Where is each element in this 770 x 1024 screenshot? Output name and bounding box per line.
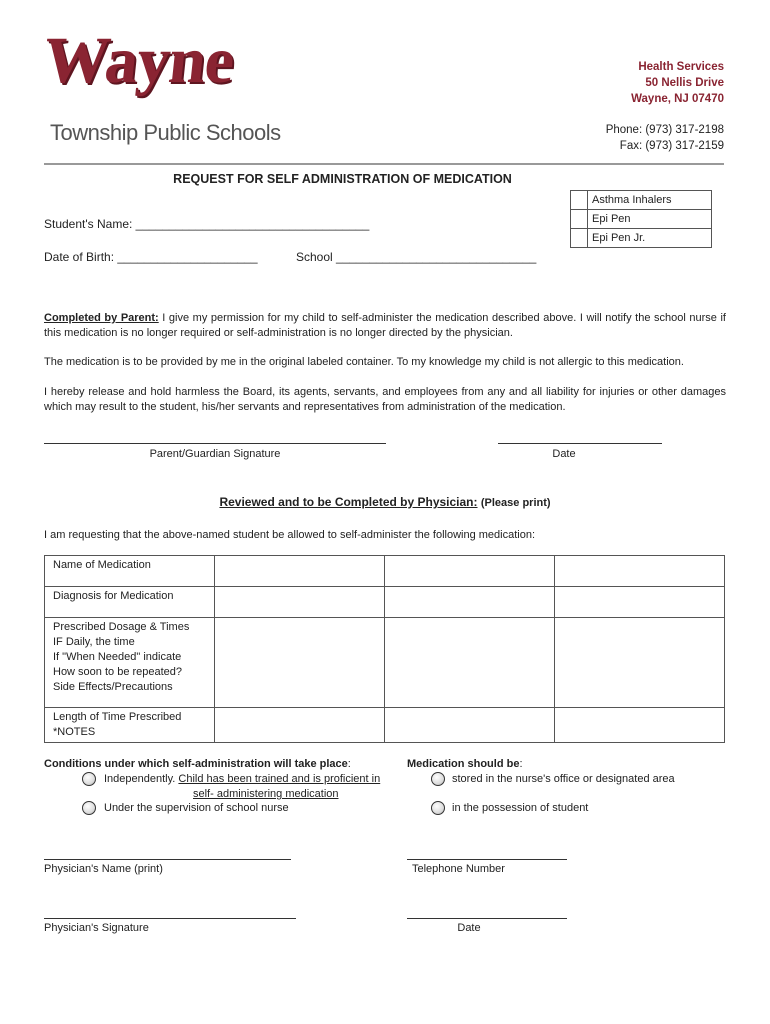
checklist-label: Epi Pen Jr. <box>588 229 712 248</box>
row-label-dosage: Prescribed Dosage & Times IF Daily, the time If "When Needed" indicate How soon to be repeated? Side Effects/Precautions <box>45 618 215 708</box>
conditions-heading-text: Conditions under which self-administration will take place <box>44 758 348 770</box>
parent-signature-line[interactable] <box>44 443 386 444</box>
container-statement: The medication is to be provided by me in the original labeled container. To my knowledge my child is not allergic to this medication. <box>44 356 684 368</box>
checklist-row <box>571 191 712 210</box>
conditions-heading <box>44 757 351 772</box>
table-cell[interactable] <box>215 556 385 587</box>
independently-label: Independently. <box>104 773 179 785</box>
table-row <box>45 556 725 587</box>
parent-date-line[interactable] <box>498 443 662 444</box>
health-services-address <box>631 59 724 107</box>
table-cell[interactable] <box>215 587 385 618</box>
table-row <box>45 708 725 743</box>
logo-subtitle: Township Public Schools <box>50 120 281 145</box>
student-possession-label: in the possession of student <box>452 802 589 814</box>
parent-consent-text: I give my permission for my child to self-administer the medication described above. I will notify the school nurse if this medication is no longer required or self-administration is no longer directed by the physician. <box>44 312 726 339</box>
nurse-office-label: stored in the nurse's office or designated area <box>452 773 675 785</box>
asthma-inhalers-checkbox[interactable] <box>571 191 588 210</box>
telephone-line[interactable] <box>407 859 567 860</box>
table-cell[interactable] <box>555 556 725 587</box>
table-cell[interactable] <box>555 708 725 743</box>
school-field[interactable]: School ______________________________ <box>296 250 537 264</box>
student-name-field[interactable]: Student's Name: ___________________________________ <box>44 217 370 231</box>
supervision-label: Under the supervision of school nurse <box>104 802 289 814</box>
storage-colon: : <box>519 758 523 770</box>
telephone-label: Telephone Number <box>412 863 505 875</box>
self-administering-label: self- administering medication <box>193 788 339 800</box>
table-cell[interactable] <box>555 618 725 708</box>
nurse-office-radio[interactable] <box>431 772 445 786</box>
table-cell[interactable] <box>215 618 385 708</box>
trained-label: Child has been trained and is proficient in <box>178 773 381 785</box>
storage-heading <box>407 757 523 772</box>
form-title: REQUEST FOR SELF ADMINISTRATION OF MEDICATION <box>173 172 512 186</box>
physician-name-label: Physician's Name (print) <box>44 863 163 875</box>
table-cell[interactable] <box>555 587 725 618</box>
conditions-colon: : <box>347 758 351 770</box>
table-row <box>45 587 725 618</box>
table-cell[interactable] <box>215 708 385 743</box>
physician-signature-line[interactable] <box>44 918 296 919</box>
row-label-medication-name: Name of Medication <box>45 556 215 587</box>
epi-pen-checkbox[interactable] <box>571 210 588 229</box>
dept-name: Health Services <box>638 61 724 73</box>
medication-type-checklist <box>570 190 712 248</box>
release-statement: I hereby release and hold harmless the Board, its agents, servants, and employees from any and all liability for injuries or other damages which may result to the student, his/her servants and representatives from administration of the medication. <box>44 386 726 413</box>
independently-option <box>104 772 380 787</box>
row-label-length-notes: Length of Time Prescribed *NOTES <box>45 708 215 743</box>
physician-name-line[interactable] <box>44 859 291 860</box>
table-cell[interactable] <box>385 587 555 618</box>
storage-heading-text: Medication should be <box>407 758 520 770</box>
fax-number: Fax: (973) 317-2159 <box>619 140 724 152</box>
wayne-logo: Wayne <box>40 24 238 97</box>
dob-field[interactable]: Date of Birth: _____________________ <box>44 250 258 264</box>
address-line-1: 50 Nellis Drive <box>645 77 724 89</box>
address-line-2: Wayne, NJ 07470 <box>631 93 724 105</box>
physician-request: I am requesting that the above-named student be allowed to self-administer the following medication: <box>44 529 536 541</box>
table-cell[interactable] <box>385 618 555 708</box>
row-label-diagnosis: Diagnosis for Medication <box>45 587 215 618</box>
parent-section-lead: Completed by Parent: <box>44 312 159 324</box>
student-possession-radio[interactable] <box>431 801 445 815</box>
supervision-radio[interactable] <box>82 801 96 815</box>
checklist-label: Epi Pen <box>588 210 712 229</box>
epi-pen-jr-checkbox[interactable] <box>571 229 588 248</box>
physician-date-line[interactable] <box>407 918 567 919</box>
checklist-label: Asthma Inhalers <box>588 191 712 210</box>
phone-number: Phone: (973) 317-2198 <box>605 124 724 136</box>
checklist-row <box>571 229 712 248</box>
physician-signature-label: Physician's Signature <box>44 922 149 934</box>
parent-consent-paragraph <box>44 311 726 341</box>
independently-radio[interactable] <box>82 772 96 786</box>
physician-heading <box>0 495 770 509</box>
physician-date-label: Date <box>457 922 481 934</box>
checklist-row <box>571 210 712 229</box>
contact-numbers <box>606 122 724 154</box>
physician-heading-note: (Please print) <box>480 497 551 509</box>
medication-table <box>44 555 725 743</box>
physician-heading-text: Reviewed and to be Completed by Physician: <box>219 495 478 509</box>
header-divider <box>44 163 724 165</box>
parent-signature-label: Parent/Guardian Signature <box>149 448 281 460</box>
parent-date-label: Date <box>552 448 576 460</box>
table-row <box>45 618 725 708</box>
table-cell[interactable] <box>385 556 555 587</box>
table-cell[interactable] <box>385 708 555 743</box>
